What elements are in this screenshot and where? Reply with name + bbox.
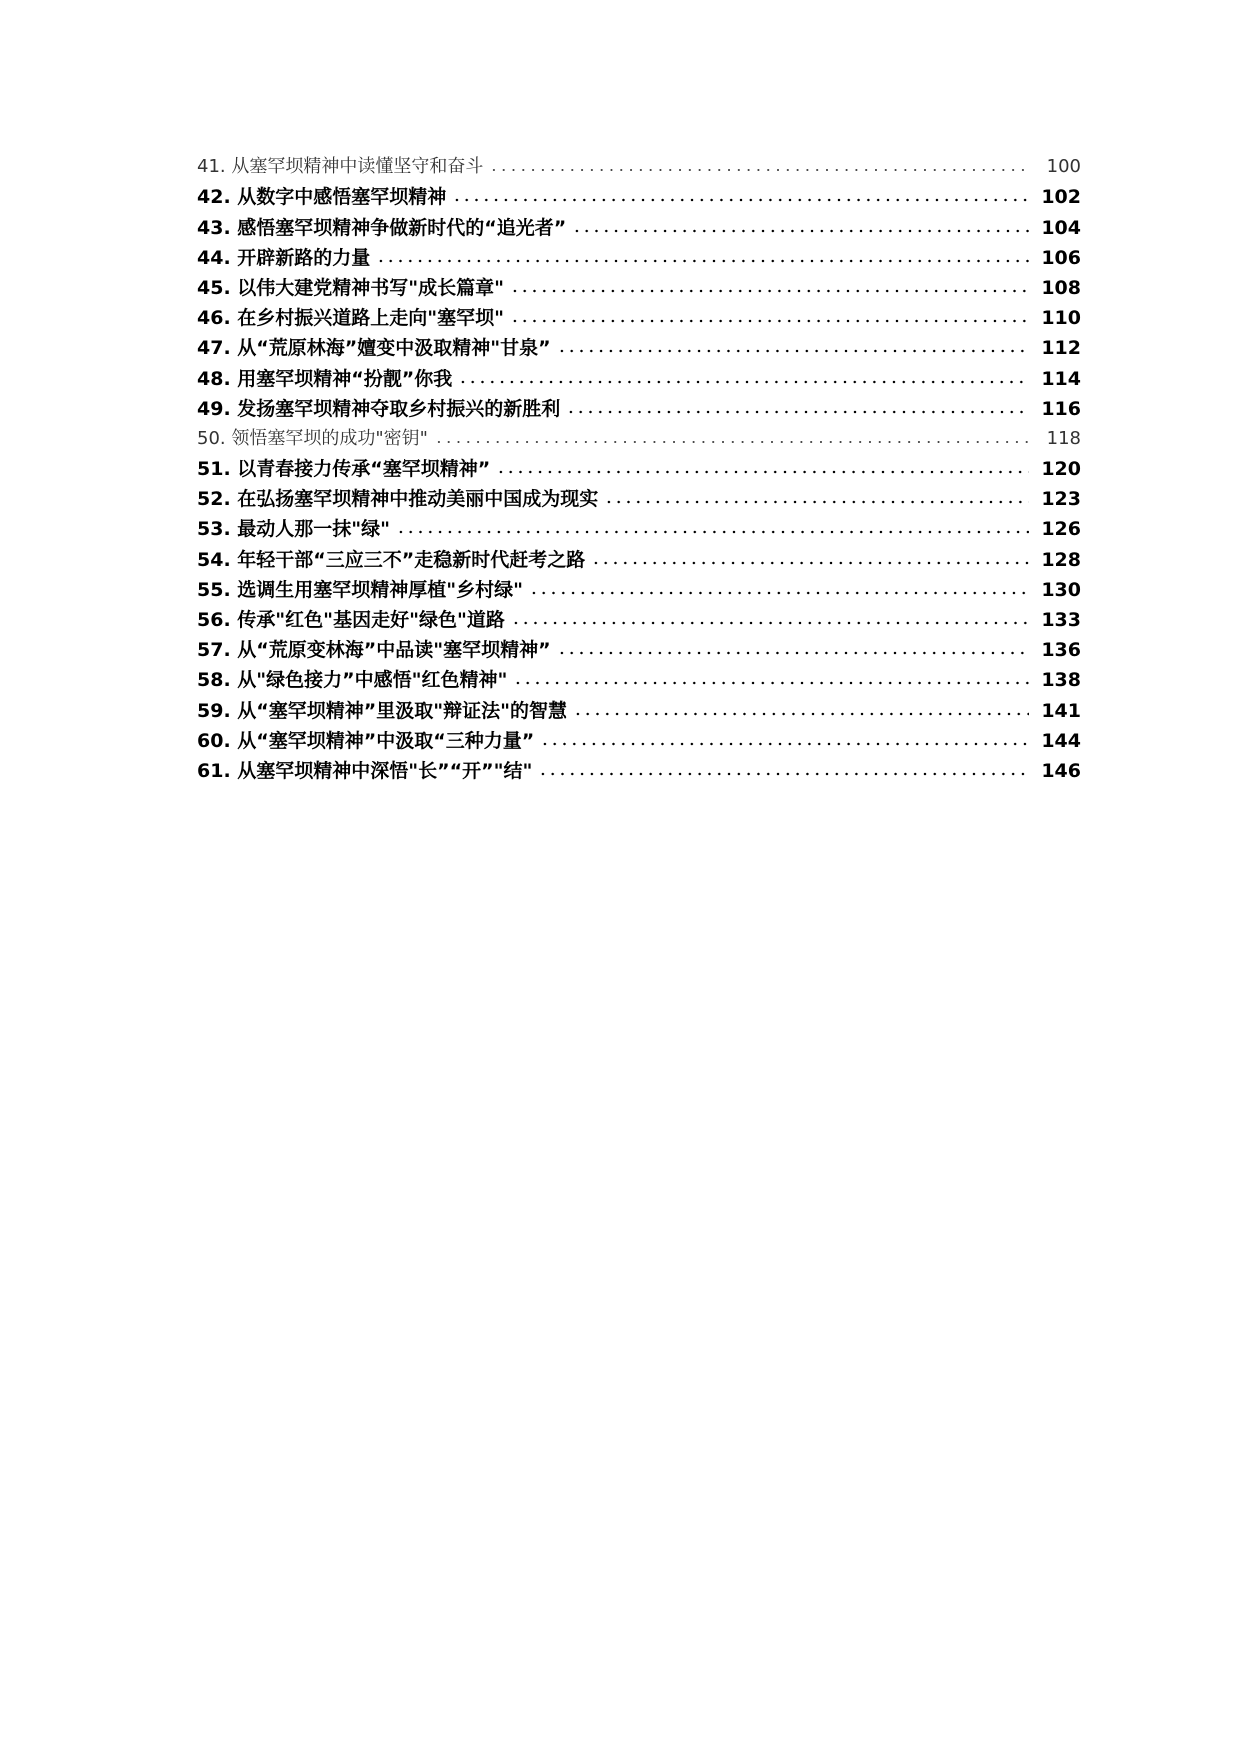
toc-dot-leader (511, 620, 1029, 626)
toc-dot-leader (573, 711, 1029, 717)
toc-entry-43[interactable] (197, 212, 1081, 242)
toc-dot-leader (510, 288, 1029, 294)
toc-entry-title: 55. 选调生用塞罕坝精神厚植"乡村绿" (197, 578, 524, 601)
toc-entry-page: 120 (1041, 458, 1081, 481)
toc-entry-title: 43. 感悟塞罕坝精神争做新时代的“追光者” (197, 216, 567, 239)
toc-entry-page: 100 (1046, 156, 1081, 178)
toc-entry-title: 61. 从塞罕坝精神中深悟"长”“开”"结" (197, 759, 533, 782)
toc-entry-page: 112 (1041, 337, 1081, 360)
toc-entry-57[interactable] (197, 635, 1081, 665)
toc-entry-55[interactable] (197, 575, 1081, 605)
toc-entry-title: 47. 从“荒原林海”嬗变中汲取精神"甘泉” (197, 337, 551, 360)
toc-dot-leader (566, 409, 1029, 415)
toc-entry-58[interactable] (197, 665, 1081, 695)
table-of-contents (197, 152, 1081, 786)
toc-entry-title: 52. 在弘扬塞罕坝精神中推动美丽中国成为现实 (197, 488, 599, 511)
toc-entry-60[interactable] (197, 726, 1081, 756)
toc-entry-44[interactable] (197, 243, 1081, 273)
toc-dot-leader (513, 680, 1029, 686)
toc-entry-title: 51. 以青春接力传承“塞罕坝精神” (197, 458, 491, 481)
toc-entry-page: 110 (1041, 307, 1081, 330)
toc-entry-title: 41. 从塞罕坝精神中读懂坚守和奋斗 (197, 156, 484, 178)
toc-entry-title: 44. 开辟新路的力量 (197, 246, 371, 269)
toc-entry-title: 60. 从“塞罕坝精神”中汲取“三种力量” (197, 729, 535, 752)
toc-entry-title: 46. 在乡村振兴道路上走向"塞罕坝" (197, 307, 505, 330)
toc-entry-54[interactable] (197, 544, 1081, 574)
toc-entry-title: 48. 用塞罕坝精神“扮靓”你我 (197, 367, 453, 390)
toc-entry-page: 116 (1041, 397, 1081, 420)
toc-dot-leader (540, 741, 1029, 747)
toc-entry-49[interactable] (197, 394, 1081, 424)
toc-entry-48[interactable] (197, 363, 1081, 393)
toc-entry-title: 58. 从"绿色接力”中感悟"红色精神" (197, 669, 508, 692)
toc-entry-title: 45. 以伟大建党精神书写"成长篇章" (197, 276, 505, 299)
toc-dot-leader (434, 439, 1029, 445)
toc-entry-page: 144 (1041, 729, 1081, 752)
toc-dot-leader (529, 590, 1029, 596)
toc-entry-page: 104 (1041, 216, 1081, 239)
toc-entry-title: 57. 从“荒原变林海”中品读"塞罕坝精神” (197, 639, 551, 662)
toc-entry-title: 42. 从数字中感悟塞罕坝精神 (197, 186, 447, 209)
toc-dot-leader (376, 258, 1029, 264)
toc-entry-title: 49. 发扬塞罕坝精神夺取乡村振兴的新胜利 (197, 397, 561, 420)
toc-dot-leader (591, 560, 1029, 566)
toc-entry-page: 136 (1041, 639, 1081, 662)
toc-entry-page: 118 (1046, 427, 1081, 449)
toc-dot-leader (489, 167, 1029, 173)
toc-entry-45[interactable] (197, 273, 1081, 303)
toc-entry-59[interactable] (197, 695, 1081, 725)
toc-entry-page: 123 (1041, 488, 1081, 511)
toc-dot-leader (557, 348, 1029, 354)
toc-entry-56[interactable] (197, 605, 1081, 635)
toc-entry-title: 50. 领悟塞罕坝的成功"密钥" (197, 427, 428, 449)
toc-entry-page: 133 (1041, 609, 1081, 631)
toc-entry-title: 56. 传承"红色"基因走好"绿色"道路 (197, 609, 505, 631)
toc-entry-title: 53. 最动人那一抹"绿" (197, 518, 391, 541)
toc-entry-42[interactable] (197, 182, 1081, 212)
toc-dot-leader (557, 650, 1029, 656)
toc-dot-leader (452, 197, 1029, 203)
toc-dot-leader (458, 379, 1029, 385)
toc-entry-61[interactable] (197, 756, 1081, 786)
toc-entry-page: 141 (1041, 699, 1081, 722)
toc-dot-leader (538, 771, 1029, 777)
toc-entry-page: 114 (1041, 367, 1081, 390)
toc-entry-page: 102 (1041, 186, 1081, 209)
toc-entry-title: 54. 年轻干部“三应三不”走稳新时代赶考之路 (197, 548, 586, 571)
toc-dot-leader (604, 499, 1029, 505)
toc-entry-53[interactable] (197, 514, 1081, 544)
toc-entry-page: 138 (1041, 669, 1081, 692)
toc-dot-leader (496, 469, 1029, 475)
toc-entry-page: 130 (1041, 578, 1081, 601)
toc-entry-50[interactable] (197, 424, 1081, 454)
toc-dot-leader (572, 228, 1029, 234)
toc-entry-51[interactable] (197, 454, 1081, 484)
toc-entry-page: 106 (1041, 246, 1081, 269)
toc-entry-52[interactable] (197, 484, 1081, 514)
toc-entry-page: 126 (1041, 518, 1081, 541)
toc-entry-47[interactable] (197, 333, 1081, 363)
toc-entry-46[interactable] (197, 303, 1081, 333)
toc-entry-page: 108 (1041, 276, 1081, 299)
toc-entry-page: 146 (1041, 759, 1081, 782)
toc-entry-title: 59. 从“塞罕坝精神”里汲取"辩证法"的智慧 (197, 699, 568, 722)
toc-entry-41[interactable] (197, 152, 1081, 182)
toc-dot-leader (510, 318, 1029, 324)
toc-dot-leader (396, 529, 1029, 535)
toc-entry-page: 128 (1041, 548, 1081, 571)
